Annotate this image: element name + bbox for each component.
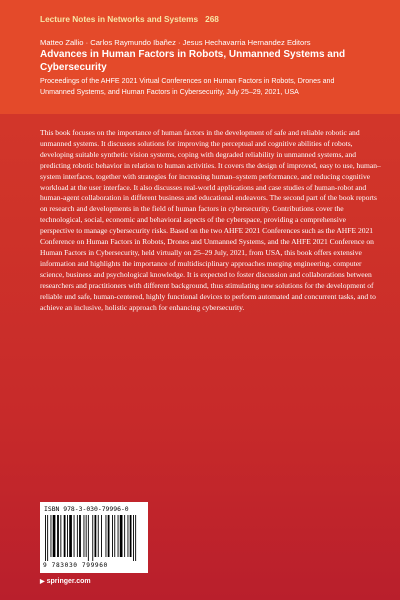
series-line [40,14,219,24]
barcode-digits: 9 783030 799960 [43,562,108,569]
series-volume: 268 [205,14,219,24]
isbn-barcode [40,502,148,573]
book-subtitle: Proceedings of the AHFE 2021 Virtual Conferences on Human Factors in Robots, Drones and Unmanned Systems, and Human Factors in Cybersecurity, July 25–29, 2021, USA [40,77,335,96]
editors-role: Editors [286,38,311,47]
springer-link[interactable] [40,578,91,585]
book-title: Advances in Human Factors in Robots, Unmanned Systems and Cybersecurity [40,49,346,73]
editor-names: Matteo Zallio · Carlos Raymundo Ibañez · Jesus Hechavarria Hernandez [40,38,285,47]
barcode-bars [44,515,144,561]
isbn-label: ISBN 978-3-030-79996-0 [44,505,129,513]
editors-line [40,38,311,47]
arrow-right-icon: ▶ [40,579,45,585]
springer-link-label: springer.com [46,578,91,585]
book-description: This book focuses on the importance of human factors in the development of safe and reliable robotic and unmanned systems. It discusses solutions for improving the perceptual and cognitive abilities of robots, developing suitable synthetic vision systems, coping with degraded reliability in unmanned systems, and predicting robotic behavior in relation to human activities. It covers the design of improved, easy to use, human–system interfaces, together with strategies for increasing human–system performance, and reducing cognitive workload at the user interface. It also discusses real-world applications and case studies of human-robot and human-agent collaboration in different business and educational endeavors. The second part of the book reports on research and developments in the field of human factors in cybersecurity. Contributions cover the technological, social, economic and behavioral aspects of the cyberspace, providing a comprehensive perspective to manage cybersecurity risks. Based on the two AHFE 2021 Conferences such as the AHFE 2021 Conference on Human Factors in Robots, Drones and Unmanned Systems, and the AHFE 2021 Conference on Human Factors in Cybersecurity, held virtually on 25–29 July, 2021, from USA, this book offers extensive information and highlights the importance of multidisciplinary approaches merging engineering, computer science, business and psychological knowledge. It is expected to foster discussion and collaborations between researchers and practitioners with different background, thus stimulating new solutions for the development of reliable und safe, human-centered, highly functional devices to perform automated and concurrent tasks, and to achieve an inclusive, holistic approach for enhancing cybersecurity. [40,128,381,312]
series-name: Lecture Notes in Networks and Systems [40,14,199,24]
